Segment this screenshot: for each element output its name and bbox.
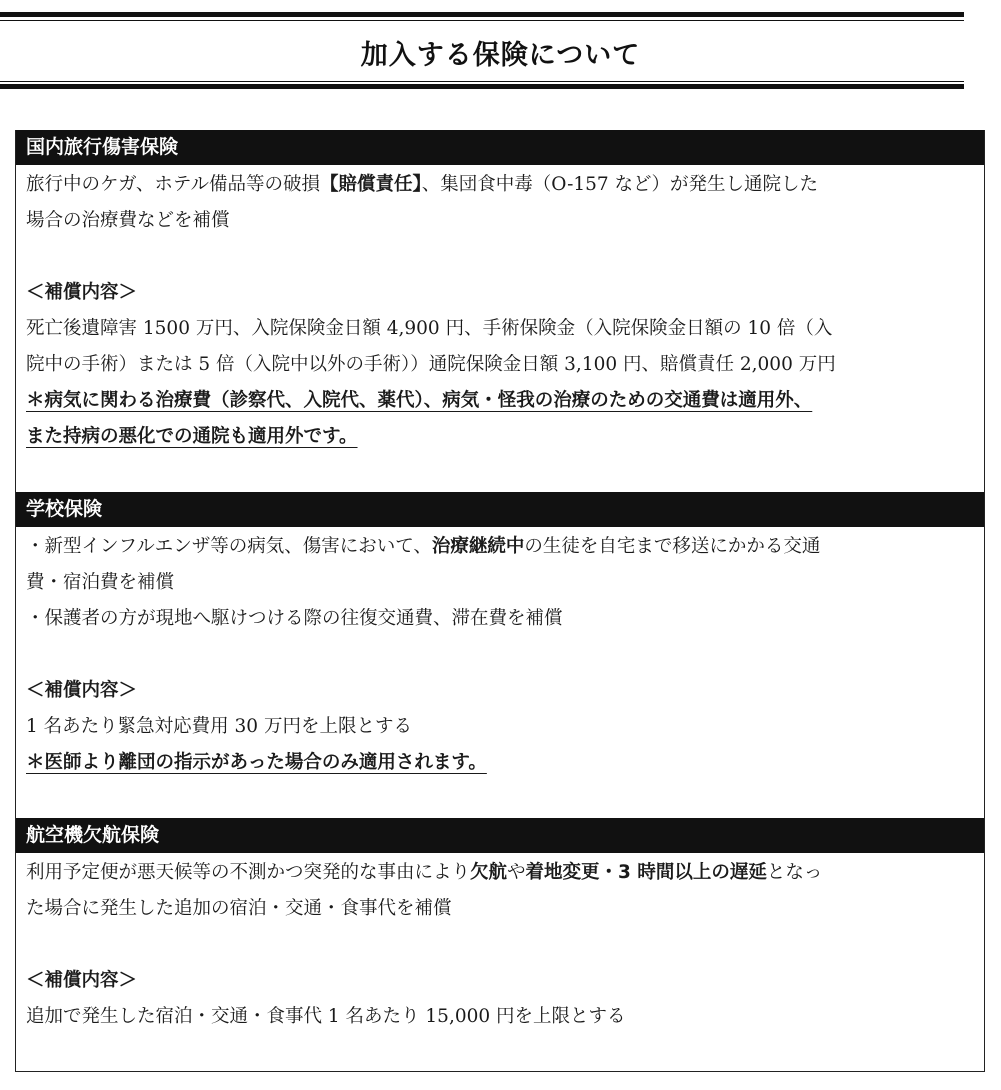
description-line: 場合の治療費などを補償 (26, 210, 230, 231)
section-body (16, 853, 984, 1035)
section-heading: 航空機欠航保険 (16, 818, 984, 853)
coverage-text: 1 名あたり緊急対応費用 30 万円を上限とする (26, 716, 412, 737)
text-run: の生徒を自宅まで移送にかかる交通 (524, 536, 821, 557)
section-school-insurance (15, 492, 985, 818)
spacer (26, 239, 976, 275)
section-heading: 学校保険 (16, 492, 984, 527)
bold-text: 欠航 (470, 862, 508, 883)
bullet-line (26, 529, 976, 565)
exclusion-note: ＊病気に関わる治療費（診察代、入院代、薬代）、病気・怪我の治療のための交通費は適用外、 (26, 390, 813, 411)
description-line (26, 855, 976, 891)
header-rule-top-thin (0, 20, 964, 21)
coverage-text: 追加で発生した宿泊・交通・食事代 1 名あたり 15,000 円を上限とする (26, 1006, 626, 1027)
section-flight-cancellation-insurance (15, 818, 985, 1072)
section-domestic-travel-insurance (15, 130, 985, 492)
spacer (26, 637, 976, 673)
text-run: となっ (766, 862, 823, 883)
header-rule-top-thick (0, 12, 964, 17)
coverage-label: ＜補償内容＞ (26, 970, 138, 991)
text-run: や (507, 862, 526, 883)
bold-text: 治療継続中 (431, 536, 525, 557)
coverage-text: 死亡後遺障害 1500 万円、入院保険金日額 4,900 円、手術保険金（入院保険金日額の 10 倍（入 (26, 318, 833, 339)
exclusion-note: また持病の悪化での通院も適用外です。 (26, 426, 358, 447)
text-run: ・新型インフルエンザ等の病気、傷害において、 (26, 536, 432, 557)
coverage-text: 院中の手術）または 5 倍（入院中以外の手術））通院保険金日額 3,100 円、賠償責任 2,000 万円 (26, 354, 836, 375)
text-run: 利用予定便が悪天候等の不測かつ突発的な事由により (26, 862, 471, 883)
section-body (16, 165, 984, 455)
bullet-line: ・保護者の方が現地へ駆けつける際の往復交通費、滞在費を補償 (26, 608, 563, 629)
text-run: 、集団食中毒（O-157 など）が発生し通院した (421, 174, 819, 195)
bold-text: 【賠償責任】 (319, 174, 422, 195)
description-line (26, 167, 976, 203)
page-title: 加入する保険について (360, 40, 641, 71)
condition-note: ＊医師より離団の指示があった場合のみ適用されます。 (26, 752, 487, 773)
description-line: た場合に発生した追加の宿泊・交通・食事代を補償 (26, 898, 452, 919)
coverage-label: ＜補償内容＞ (26, 282, 138, 303)
bold-text: 着地変更・3 時間以上の遅延 (525, 862, 767, 883)
coverage-label: ＜補償内容＞ (26, 680, 138, 701)
header-rule-bottom-thick (0, 84, 964, 89)
section-heading: 国内旅行傷害保険 (16, 130, 984, 165)
spacer (26, 927, 976, 963)
bullet-line: 費・宿泊費を補償 (26, 572, 175, 593)
header-rule-bottom-thin (0, 81, 964, 82)
text-run: 旅行中のケガ、ホテル備品等の破損 (26, 174, 320, 195)
section-body (16, 527, 984, 781)
